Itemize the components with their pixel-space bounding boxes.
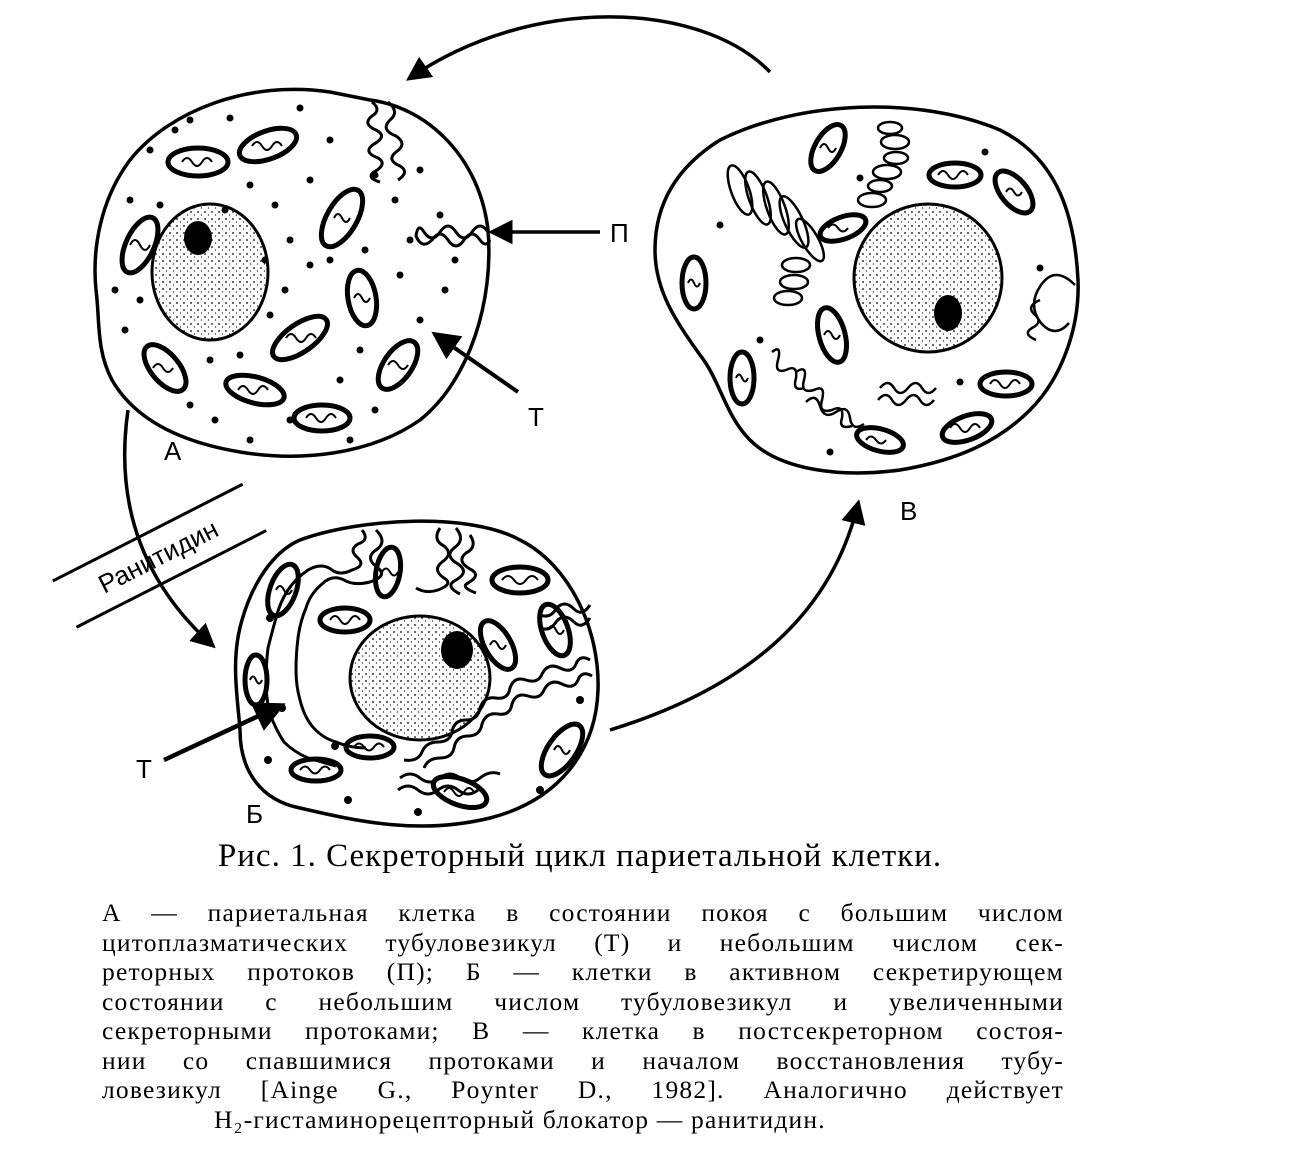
cell-b-nucleolus xyxy=(441,631,473,669)
cell-a-secretory-duct-side xyxy=(416,226,490,246)
cell-c-nucleus xyxy=(854,204,1002,352)
caption-line: реторных протоков (П); Б — клетки в активном секретирующем xyxy=(102,957,1064,986)
cell-b xyxy=(236,521,599,826)
cell-c-nucleolus xyxy=(934,295,962,331)
arrow-tubulovesicle-a-pointer xyxy=(436,335,518,392)
label-cell-a: А xyxy=(164,436,182,466)
cell-a-nucleolus xyxy=(184,221,212,255)
arrow-b-to-c xyxy=(610,504,858,730)
cell-a-secretory-duct-top xyxy=(368,102,405,182)
cell-a-nucleus xyxy=(152,204,268,340)
ranitidine-label: Ранитидин xyxy=(93,513,224,600)
label-tubulovesicle-a: Т xyxy=(528,402,544,432)
figure-caption-title: Рис. 1. Секреторный цикл париетальной клетки. xyxy=(217,838,943,874)
caption-line: ловезикул [Ainge G., Poynter D., 1982]. Аналогично действует xyxy=(102,1075,1064,1104)
caption-line: H₂-гистаминорецепторный блокатор — ранитидин. xyxy=(214,1104,826,1134)
arrow-c-to-a xyxy=(410,17,770,78)
caption-line: А — париетальная клетка в состоянии покоя с большим числом xyxy=(102,898,1064,927)
cell-a xyxy=(95,89,490,456)
cell-c xyxy=(655,107,1078,473)
cell-b-nucleus xyxy=(350,616,490,740)
label-cell-c: В xyxy=(900,496,918,526)
label-cell-b: Б xyxy=(246,799,264,829)
label-tubulovesicle-b: Т xyxy=(136,754,152,784)
figure-caption-body xyxy=(102,898,1064,1134)
caption-line: цитоплазматических тубуловезикул (Т) и небольшим числом сек- xyxy=(102,927,1064,957)
arrow-tubulovesicle-b-pointer xyxy=(164,706,280,760)
ranitidine-block xyxy=(53,484,266,627)
caption-line: нии со спавшимися протоками и началом восстановления тубу- xyxy=(102,1045,1064,1075)
label-duct: П xyxy=(610,218,629,248)
caption-line: состоянии с небольшим числом тубуловезикул и увеличенными xyxy=(102,986,1064,1016)
caption-line: секреторными протоками; В — клетка в постсекреторном состоя- xyxy=(102,1016,1064,1045)
